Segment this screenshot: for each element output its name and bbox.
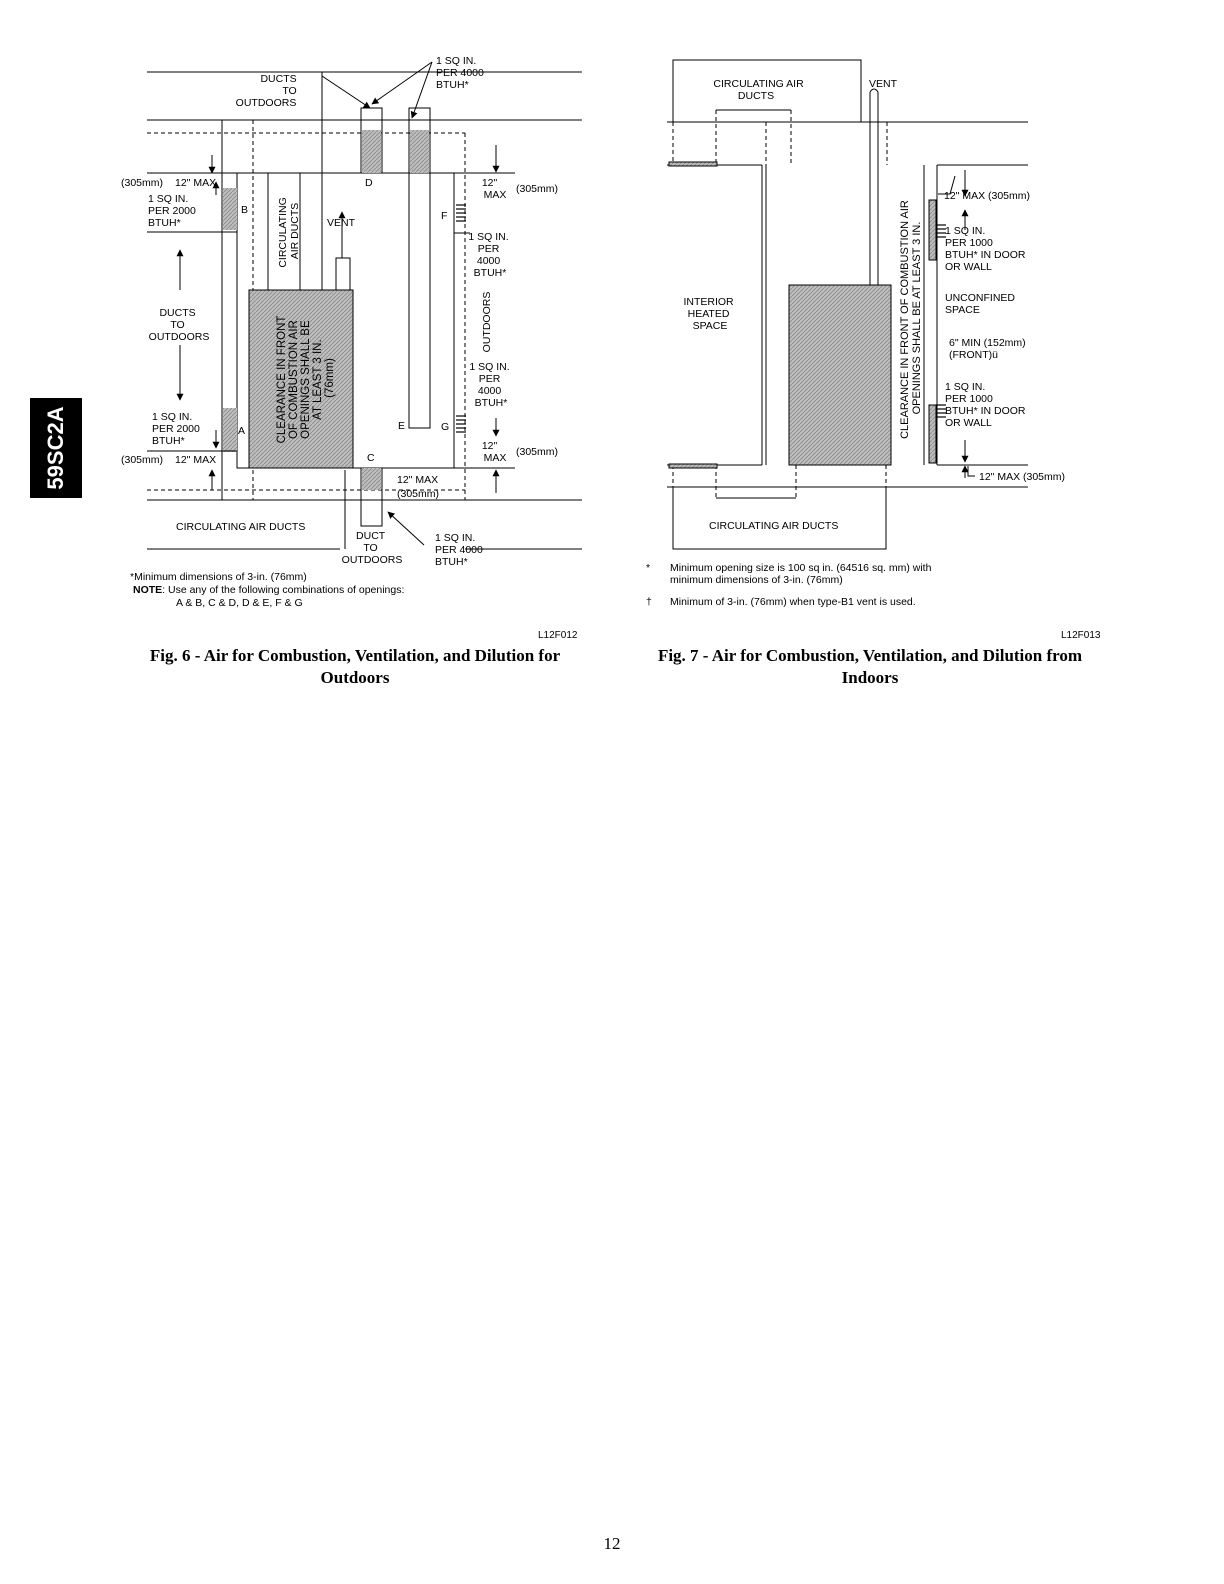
fig7-interior-heated-space: INTERIOR HEATED SPACE [683,296,734,332]
fig6-12max-right-top: 12" MAX [481,177,507,201]
fig6-12max-bottom-left: 12" MAX [175,454,217,466]
fig6-12max-bottom-mid: 12" MAX [397,474,439,486]
fig6-note-min: *Minimum dimensions of 3-in. (76mm) [130,571,307,583]
fig6-12max-right-bottom: 12" MAX [481,440,507,464]
fig6-305mm-top-left: (305mm) [121,177,164,189]
fig7-vent-label: VENT [869,78,898,90]
fig6-caption-line2: Outdoors [320,668,390,687]
fig6-sq-per-4000-g: 1 SQ IN. PER 4000 BTUH* [469,361,510,409]
fig7-caption [615,645,1125,689]
fig7-12max-top: 12" MAX (305mm) [944,190,1030,202]
fig7-note2: Minimum of 3-in. (76mm) when type-B1 vent is used. [670,596,916,608]
fig6-sq-per-4000-f: 1 SQ IN. PER 4000 BTUH* [468,231,509,279]
fig7-sq-per-1000-bottom: 1 SQ IN. PER 1000 BTUH* IN DOOR OR WALL [945,381,1026,429]
fig6-code: L12F012 [538,630,578,641]
fig6-label-f: F [441,210,448,222]
fig7-circ-air-ducts-top: CIRCULATING AIR DUCTS [713,78,804,102]
fig7-note1-mark: * [646,562,651,574]
fig6-label-a: A [238,425,246,437]
page-number: 12 [603,1534,621,1553]
fig6-diagram [147,62,582,549]
fig6-label-c: C [367,452,375,464]
fig6-vent-label: VENT [327,217,356,229]
fig6-circulating-air-ducts: CIRCULATING AIR DUCTS [176,521,306,533]
fig7-circulating-air-ducts-bottom: CIRCULATING AIR DUCTS [709,520,839,532]
fig6-12max-top-left: 12" MAX [175,177,217,189]
fig7-note1: Minimum opening size is 100 sq in. (64516 sq. mm) with minimum dimensions of 3-in. (76mm) [670,562,932,586]
fig6-caption-line1: Fig. 6 - Air for Combustion, Ventilation, and Dilution for [149,646,561,665]
fig6-clearance-vertical: CLEARANCE IN FRONT OF COMBUSTION AIR OPENINGS SHALL BE AT LEAST 3 IN. (76mm) [276,315,336,444]
fig6-sq-per-2000-b: 1 SQ IN. PER 2000 BTUH* [148,193,196,229]
fig6-duct-to-outdoors-bottom: DUCT TO OUTDOORS [341,530,403,566]
fig7-code: L12F013 [1061,630,1101,641]
fig6-outdoors-vertical: OUTDOORS [481,291,493,353]
fig6-305mm-right-bottom: (305mm) [516,446,559,458]
fig6-sq-per-4000-bottom: 1 SQ IN. PER 4000 BTUH* [435,532,483,568]
fig6-305mm-bottom-left: (305mm) [121,454,164,466]
fig6-sq-per-2000-a: 1 SQ IN. PER 2000 BTUH* [152,411,200,447]
fig7-caption-line2: Indoors [841,668,899,687]
fig6-305mm-right-top: (305mm) [516,183,559,195]
fig7-note2-mark: † [646,596,652,608]
fig6-note: NOTE: Use any of the following combinations of openings: [133,584,405,596]
fig6-caption [100,645,610,689]
fig6-sq-per-4000-top: 1 SQ IN. PER 4000 BTUH* [436,55,484,91]
fig6-note-combos: A & B, C & D, D & E, F & G [176,597,303,609]
side-tab-label: 59SC2A [43,406,68,490]
fig7-unconfined-space: UNCONFINED SPACE [945,292,1015,316]
fig6-label-b: B [241,204,249,216]
fig6-label-e: E [398,420,406,432]
fig7-clearance-vertical: CLEARANCE IN FRONT OF COMBUSTION AIR OPENINGS SHALL BE AT LEAST 3 IN. [899,200,923,439]
fig6-circ-air-ducts-vertical: CIRCULATING AIR DUCTS [277,197,301,268]
fig7-sq-per-1000-top: 1 SQ IN. PER 1000 BTUH* IN DOOR OR WALL [945,225,1026,273]
fig7-12max-bottom: 12" MAX (305mm) [979,471,1065,483]
fig6-label-d: D [365,177,373,189]
fig6-ducts-to-outdoors-top: DUCTS TO OUTDOORS [235,73,297,109]
fig6-label-g: G [441,421,450,433]
fig7-6-min: 6" MIN (152mm) (FRONT)ü [949,337,1026,361]
fig6-305mm-bottom-mid: (305mm) [397,488,440,500]
fig7-caption-line1: Fig. 7 - Air for Combustion, Ventilation, and Dilution from [657,646,1083,665]
fig6-ducts-to-outdoors-left: DUCTS TO OUTDOORS [148,307,210,343]
